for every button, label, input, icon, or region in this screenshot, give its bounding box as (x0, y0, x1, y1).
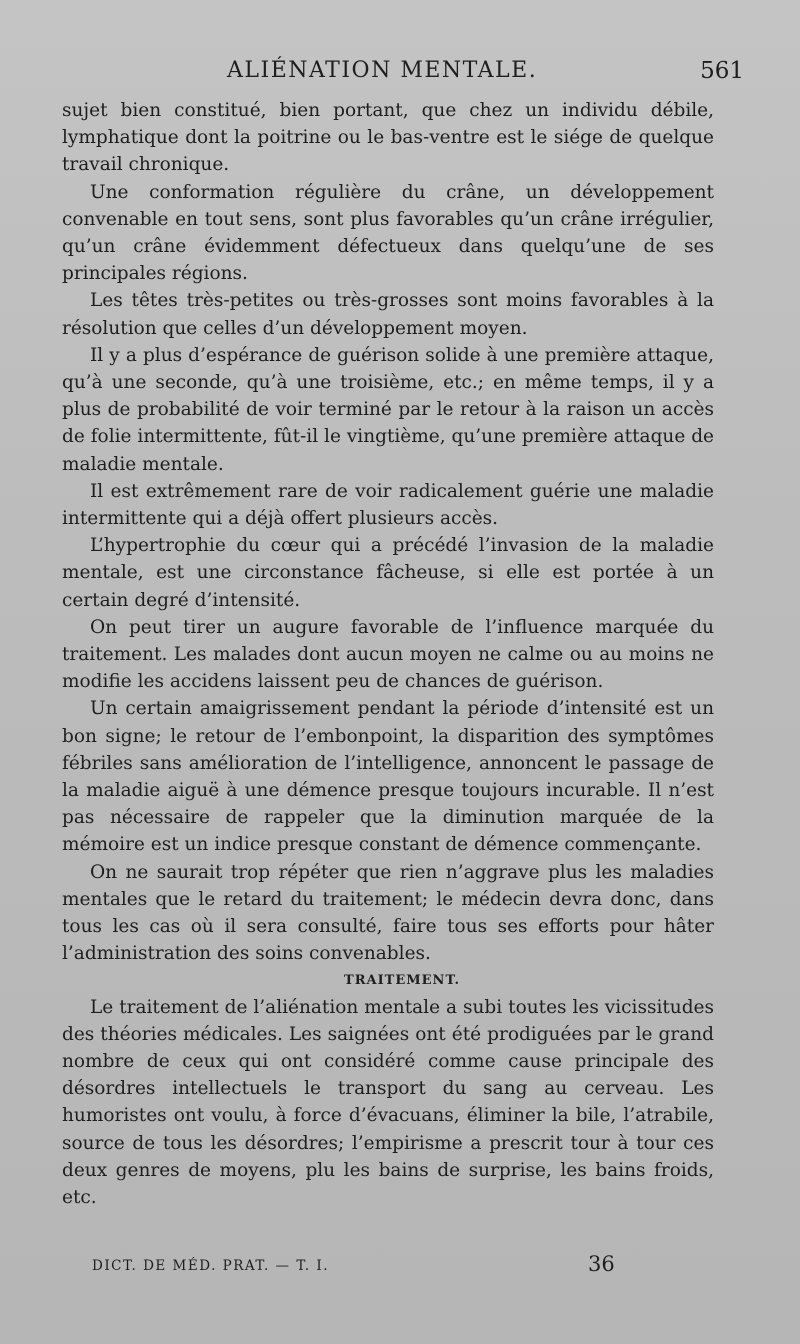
footer-signature: DICT. DE MÉD. PRAT. — T. I. (92, 1258, 330, 1274)
page-number: 561 (700, 58, 744, 84)
paragraph-treatment-delay: On ne saurait trop répéter que rien n’aggrave plus les maladies mentales que le retard du traitement; le médecin devra donc, dans tous les cas où il sera consulté, faire tous ses efforts pour hâter l’administration des soins convenables. (62, 861, 714, 965)
paragraph-hypertrophy: L’hypertrophie du cœur qui a précédé l’invasion de la maladie mentale, est une circonstance fâcheuse, si elle est portée à un certain degré d’intensité. (62, 535, 714, 611)
paragraph-continuation: sujet bien constitué, bien portant, que chez un individu débile, lymphatique dont la poitrine ou le bas-ventre est le siége de quelque travail chronique. (62, 100, 714, 176)
paragraph-treatment-influence: On peut tirer un augure favorable de l’influence marquée du traitement. Les malades dont aucun moyen ne calme ou au moins ne modifie les accidens laissent peu de chances de guérison. (62, 616, 714, 693)
running-title: ALIÉNATION MENTALE. (227, 58, 538, 83)
paragraph-first-attack: Il y a plus d’espérance de guérison solide à une première attaque, qu’à une seconde, qu’à une troisième, etc.; en même temps, il y a plus de probabilité de voir terminé par le retour à la raison un accès de folie intermittente, fût-il le vingtième, qu’une première attaque de maladie mentale. (62, 344, 714, 475)
sheet-number: 36 (588, 1252, 615, 1276)
page-header (62, 56, 744, 92)
paragraph-skull-conformation: Une conformation régulière du crâne, un développement convenable en tout sens, sont plus favorables qu’un crâne irrégulier, qu’un crâne évidemment défectueux dans quelqu’une de ses principales régions. (62, 181, 714, 285)
page-footer (92, 1252, 652, 1282)
body-text (62, 97, 714, 1211)
paragraph-emaciation: Un certain amaigrissement pendant la période d’intensité est un bon signe; le retour de l’embonpoint, la disparition des symptômes fébriles sans amélioration de l’intelligence, annoncent le passage de la maladie aiguë à une démence presque toujours incurable. Il n’est pas nécessaire de rappeler que la diminution marquée de la mémoire est un indice presque constant de démence commençante. (62, 698, 714, 856)
paragraph-intermittent: Il est extrêmement rare de voir radicalement guérie une maladie intermittente qui a déjà offert plusieurs accès. (62, 480, 714, 530)
paragraph-head-size: Les têtes très-petites ou très-grosses sont moins favorables à la résolution que celles d’un développement moyen. (62, 290, 714, 339)
paragraph-treatment-history: Le traitement de l’aliénation mentale a subi toutes les vicissitudes des théories médicales. Les saignées ont été prodiguées par le grand nombre de ceux qui ont considéré comme cause principale des désordres intellectuels le transport du sang au cerveau. Les humoristes ont voulu, à force d’évacuans, éliminer la bile, l’atrabile, source de tous les désordres; l’empirisme a prescrit tour à tour ces deux genres de moyens, plu les bains de surprise, les bains froids, etc. (62, 996, 714, 1208)
section-heading: TRAITEMENT. (344, 972, 460, 988)
